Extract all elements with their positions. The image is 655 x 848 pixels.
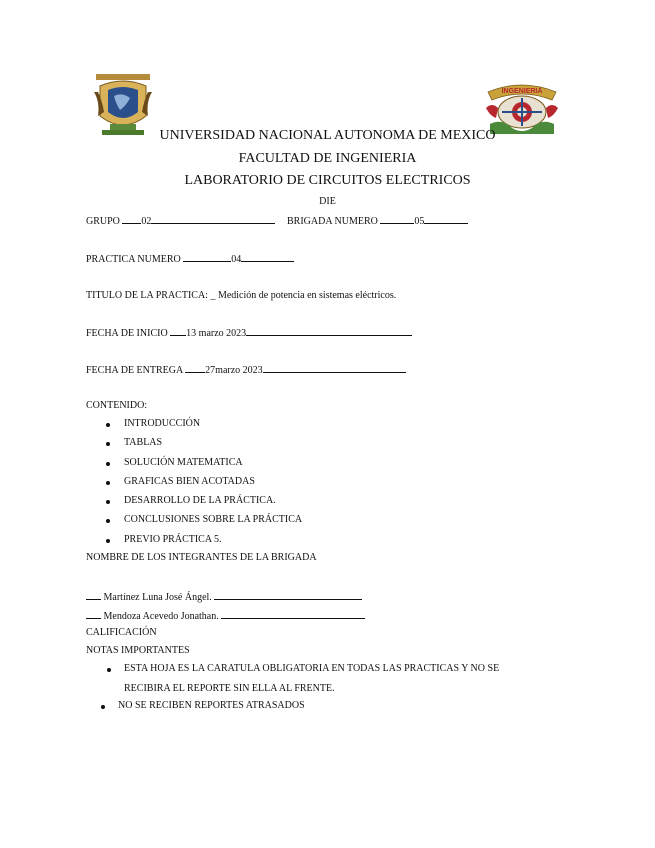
entrega-value: 27marzo 2023 [205, 365, 263, 376]
bullet-icon [106, 500, 110, 504]
lab-title: LABORATORIO DE CIRCUITOS ELECTRICOS [184, 173, 471, 188]
brigada-field [287, 214, 468, 227]
contenido-list [124, 418, 302, 553]
entrega-label: FECHA DE ENTREGA [86, 365, 186, 376]
inicio-label: FECHA DE INICIO [86, 328, 171, 339]
brigada-label: BRIGADA NUMERO [287, 216, 381, 227]
member-row [86, 590, 362, 603]
grupo-label: GRUPO [86, 216, 123, 227]
bullet-icon [101, 705, 105, 709]
list-item: SOLUCIÓN MATEMATICA [124, 457, 302, 476]
bullet-icon [106, 462, 110, 466]
note-1-line-2: RECIBIRA EL REPORTE SIN ELLA AL FRENTE. [124, 683, 335, 694]
practica-label: PRACTICA NUMERO [86, 254, 184, 265]
fecha-entrega-field [86, 363, 406, 376]
list-item: INTRODUCCIÓN [124, 418, 302, 437]
member-name: Mendoza Acevedo Jonathan. [103, 611, 219, 622]
bullet-icon [107, 668, 111, 672]
member-row [86, 609, 365, 622]
list-item: CONCLUSIONES SOBRE LA PRÁCTICA [124, 514, 302, 533]
list-item: TABLAS [124, 437, 302, 456]
note-1-line-1: ESTA HOJA ES LA CARATULA OBLIGATORIA EN TODAS LAS PRACTICAS Y NO SE [124, 663, 500, 674]
titulo-label: TITULO DE LA PRACTICA: _ [86, 290, 218, 301]
notas-heading: NOTAS IMPORTANTES [86, 645, 190, 656]
fecha-inicio-field [86, 326, 412, 339]
bullet-icon [106, 481, 110, 485]
bullet-icon [106, 539, 110, 543]
inicio-value: 13 marzo 2023 [186, 328, 247, 339]
department-label: DIE [319, 196, 336, 207]
faculty-title: FACULTAD DE INGENIERIA [238, 151, 417, 166]
titulo-field [86, 290, 396, 301]
list-item: DESARROLLO DE LA PRÁCTICA. [124, 495, 302, 514]
bullet-icon [106, 519, 110, 523]
university-title: UNIVERSIDAD NACIONAL AUTONOMA DE MEXICO [159, 128, 496, 143]
practica-value: 04 [231, 254, 242, 265]
grupo-field [86, 214, 275, 227]
note-2: NO SE RECIBEN REPORTES ATRASADOS [118, 700, 305, 711]
practica-field [86, 252, 294, 265]
grupo-value: 02 [141, 216, 152, 227]
member-name: Martínez Luna José Ángel. [103, 592, 212, 603]
brigada-value: 05 [414, 216, 425, 227]
bullet-icon [106, 423, 110, 427]
titulo-value: Medición de potencia en sistemas eléctricos. [217, 290, 397, 301]
list-item: GRAFICAS BIEN ACOTADAS [124, 476, 302, 495]
calificacion-label: CALIFICACIÓN [86, 627, 157, 638]
seal-text: INGENIERIA [501, 88, 543, 95]
integrantes-heading: NOMBRE DE LOS INTEGRANTES DE LA BRIGADA [86, 552, 317, 563]
contenido-heading: CONTENIDO: [86, 400, 148, 411]
list-item: PREVIO PRÁCTICA 5. [124, 534, 302, 553]
bullet-icon [106, 442, 110, 446]
